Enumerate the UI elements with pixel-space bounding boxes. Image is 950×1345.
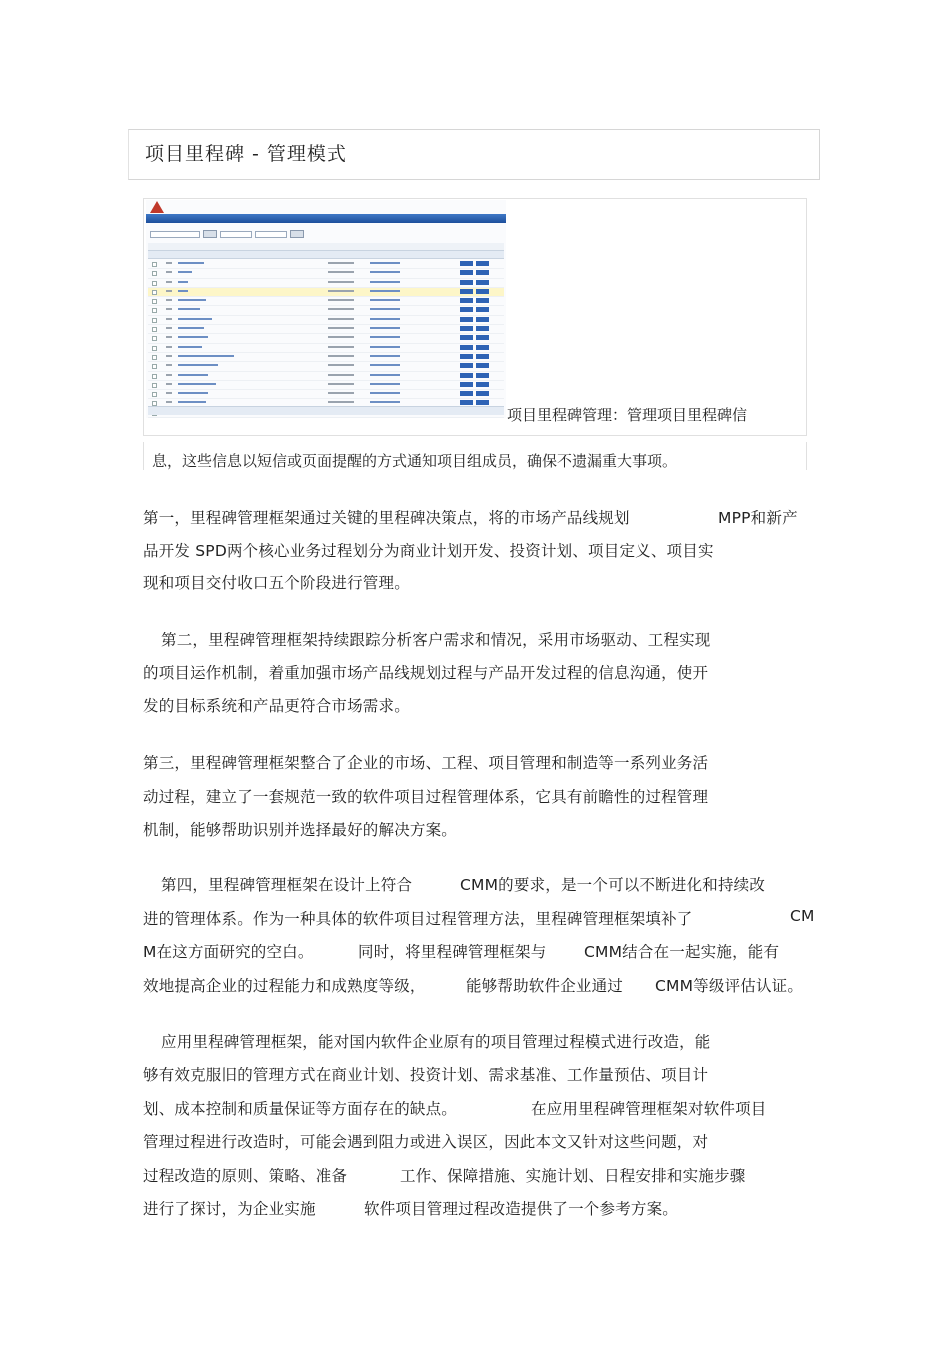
para5-line3b: 在应用里程碑管理框架对软件项目 <box>531 1100 767 1118</box>
para4-line3: M在这方面研究的空白。 <box>143 943 314 961</box>
screenshot-table-row <box>148 269 504 278</box>
screenshot-table-header <box>148 251 504 259</box>
para1-line3: 现和项目交付收口五个阶段进行管理。 <box>143 574 410 592</box>
figure-caption-line2: 息，这些信息以短信或页面提醒的方式通知项目组成员，确保不遗漏重大事项。 <box>152 452 678 470</box>
para5-line1: 应用里程碑管理框架，能对国内软件企业原有的项目管理过程模式进行改造，能 <box>161 1033 711 1051</box>
para3-line2: 动过程，建立了一套规范一致的软件项目过程管理体系，它具有前瞻性的过程管理 <box>143 788 709 806</box>
para4-line1: 第四，里程碑管理框架在设计上符合 <box>161 876 413 894</box>
para2-line1: 第二，里程碑管理框架持续跟踪分析客户需求和情况，采用市场驱动、工程实现 <box>161 631 711 649</box>
para3-line1: 第三，里程碑管理框架整合了企业的市场、工程、项目管理和制造等一系列业务活 <box>143 754 709 772</box>
screenshot-table-row <box>148 353 504 362</box>
screenshot-table-row <box>148 372 504 381</box>
screenshot-table-row <box>148 297 504 306</box>
screenshot-table-row <box>148 334 504 343</box>
screenshot-table-row <box>148 344 504 353</box>
para4-line4b: 能够帮助软件企业通过 <box>466 977 624 995</box>
screenshot-table-row <box>148 288 504 297</box>
screenshot-table-row <box>148 279 504 288</box>
screenshot-table-row <box>148 325 504 334</box>
para5-line4: 管理过程进行改造时，可能会遇到阻力或进入误区，因此本文又针对这些问题，对 <box>143 1133 709 1151</box>
screenshot-table <box>148 260 504 418</box>
para4-line3c: CMM结合在一起实施，能有 <box>584 943 780 961</box>
para4-line3b: 同时，将里程碑管理框架与 <box>358 943 547 961</box>
para5-line5: 过程改造的原则、策略、准备 <box>143 1167 348 1185</box>
para1-line1: 第一，里程碑管理框架通过关键的里程碑决策点，将的市场产品线规划 <box>143 509 630 527</box>
para4-line4: 效地提高企业的过程能力和成熟度等级， <box>143 977 426 995</box>
para4-line2: 进的管理体系。作为一种具体的软件项目过程管理方法，里程碑管理框架填补了 <box>143 910 693 928</box>
screenshot-table-row <box>148 260 504 269</box>
logo-mark-icon <box>150 201 164 213</box>
screenshot-search-bar <box>150 230 304 238</box>
para5-line2: 够有效克服旧的管理方式在商业计划、投资计划、需求基准、工作量预估、项目计 <box>143 1066 709 1084</box>
para4-line4c: CMM等级评估认证。 <box>655 977 804 995</box>
screenshot-table-row <box>148 362 504 371</box>
page-title: 项目里程碑 - 管理模式 <box>145 143 347 165</box>
para2-line3: 发的目标系统和产品更符合市场需求。 <box>143 697 410 715</box>
para5-line6: 进行了探讨，为企业实施 <box>143 1200 316 1218</box>
screenshot-table-footer <box>148 406 504 415</box>
screenshot-table-row <box>148 390 504 399</box>
para4-line2b: CM <box>790 907 815 925</box>
title-box <box>128 129 820 180</box>
screenshot-table-row <box>148 316 504 325</box>
para3-line3: 机制，能够帮助识别并选择最好的解决方案。 <box>143 821 458 839</box>
embedded-screenshot <box>146 200 506 418</box>
para2-line2: 的项目运作机制，着重加强市场产品线规划过程与产品开发过程的信息沟通，使开 <box>143 664 709 682</box>
para5-line5b: 工作、保障措施、实施计划、日程安排和实施步骤 <box>400 1167 746 1185</box>
para5-line3: 划、成本控制和质量保证等方面存在的缺点。 <box>143 1100 458 1118</box>
figure-caption-line1: 项目里程碑管理：管理项目里程碑信 <box>507 406 748 424</box>
para1-line2: 品开发 SPD两个核心业务过程划分为商业计划开发、投资计划、项目定义、项目实 <box>143 542 714 560</box>
para1-line1b: MPP和新产 <box>718 509 798 527</box>
screenshot-table-row <box>148 381 504 390</box>
screenshot-nav-bar <box>146 214 506 223</box>
screenshot-table-row <box>148 306 504 315</box>
para5-line6b: 软件项目管理过程改造提供了一个参考方案。 <box>364 1200 679 1218</box>
screenshot-table-title <box>148 243 504 251</box>
logo <box>148 200 208 214</box>
para4-line1b: CMM的要求，是一个可以不断进化和持续改 <box>460 876 766 894</box>
